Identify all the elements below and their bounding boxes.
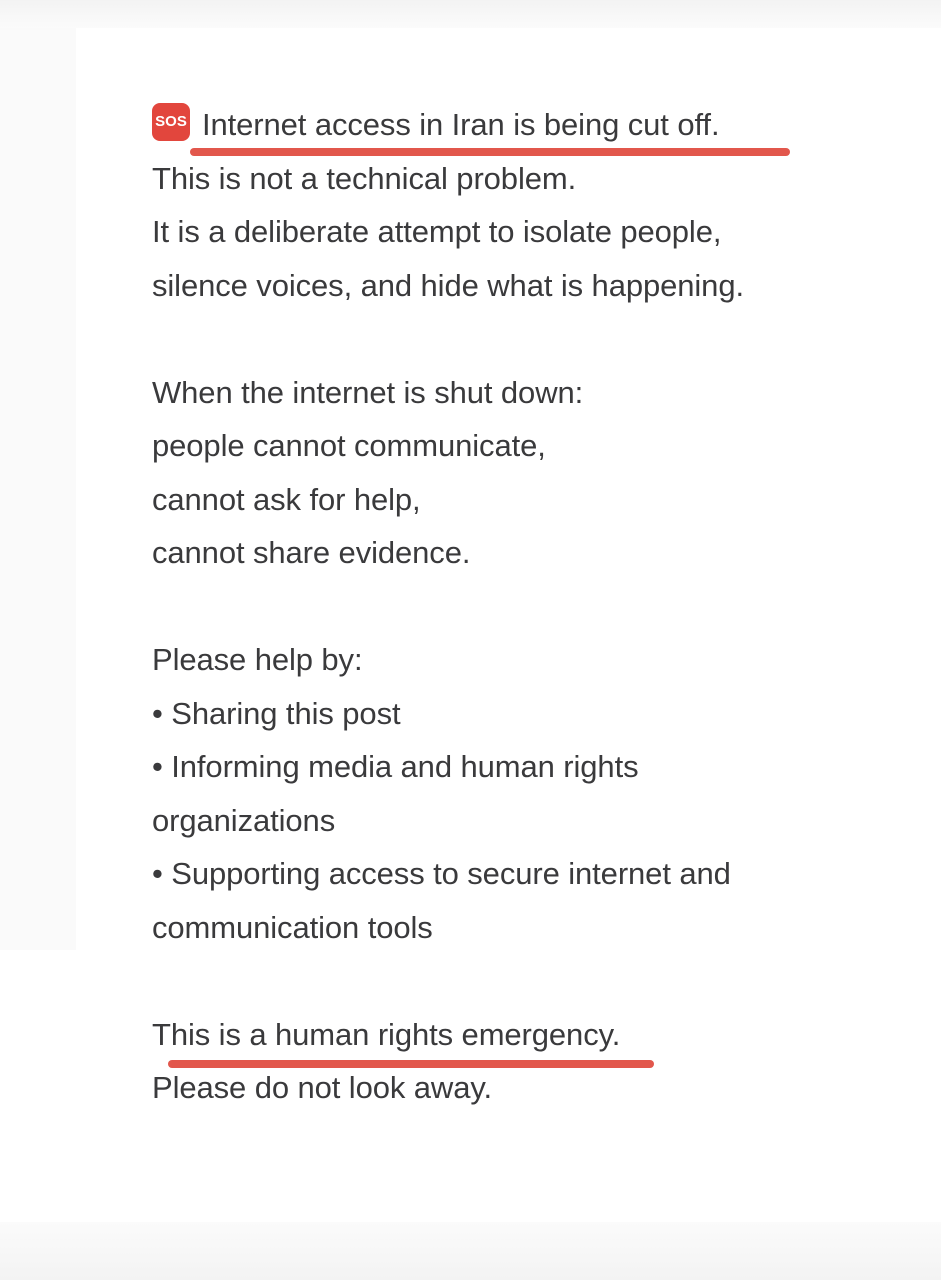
intro-line: silence voices, and hide what is happening. xyxy=(152,267,744,303)
intro-line: It is a deliberate attempt to isolate people, xyxy=(152,214,722,249)
shutdown-line: cannot share evidence. xyxy=(152,535,471,570)
intro-line: This is not a technical problem. xyxy=(152,160,577,196)
bottom-edge xyxy=(0,1222,941,1280)
top-edge xyxy=(0,0,941,28)
help-line: • Sharing this post xyxy=(152,695,401,731)
shutdown-heading: When the internet is shut down: xyxy=(152,374,584,410)
help-heading: Please help by: xyxy=(152,642,363,677)
closing-line: Please do not look away. xyxy=(152,1070,492,1105)
shutdown-line: cannot ask for help, xyxy=(152,481,421,517)
note-body xyxy=(152,98,852,1115)
paragraph-gap xyxy=(152,954,852,1008)
emergency-line xyxy=(152,1008,852,1062)
help-line: • Supporting access to secure internet and xyxy=(152,856,731,891)
help-line: organizations xyxy=(152,802,336,838)
sos-icon: SOS xyxy=(152,103,190,141)
emergency-text: This is a human rights emergency. xyxy=(152,1016,621,1052)
paragraph-gap xyxy=(152,580,852,634)
headline-line xyxy=(152,98,852,152)
headline-text: Internet access in Iran is being cut off. xyxy=(202,107,720,142)
help-line: • Informing media and human rights xyxy=(152,749,639,784)
shutdown-line: people cannot communicate, xyxy=(152,428,546,463)
help-line: communication tools xyxy=(152,909,433,945)
paragraph-gap xyxy=(152,312,852,366)
left-edge xyxy=(0,28,76,950)
